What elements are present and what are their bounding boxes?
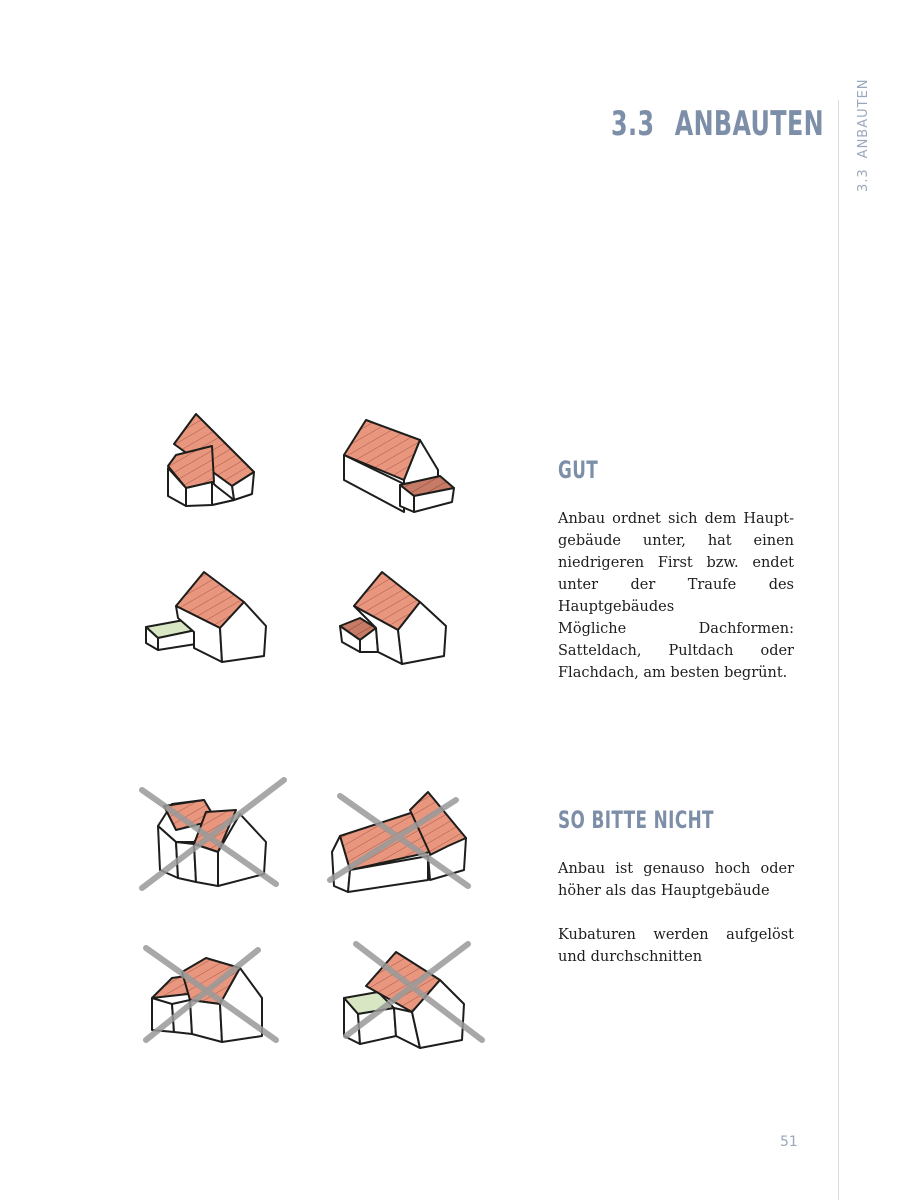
page-number: 51	[780, 1134, 798, 1150]
good-house-4	[340, 572, 446, 664]
side-tab-number: 3.3	[856, 168, 871, 192]
good-paragraph-1: Anbau ordnet sich dem Haupt-gebäude unter, hat einen niedrigeren First bzw. endet unter der Traufe des Hauptgebäudes	[558, 511, 794, 615]
chapter-number: 3.3	[611, 104, 655, 144]
good-house-1	[168, 414, 254, 506]
bad-house-4	[344, 952, 464, 1048]
bad-paragraph-2: Kubaturen werden aufgelöst und durchschnitten	[558, 927, 794, 965]
chapter-name: ANBAUTEN	[674, 104, 825, 144]
good-house-2	[344, 420, 454, 512]
bad-house-3	[152, 958, 262, 1042]
side-tab-title: ANBAUTEN	[856, 78, 871, 159]
good-paragraph-2: Mögliche Dachformen: Satteldach, Pultdach oder Flachdach, am besten begrünt.	[558, 621, 794, 681]
good-house-3	[146, 572, 266, 662]
bad-paragraph-1: Anbau ist genauso hoch oder höher als das Hauptgebäude	[558, 861, 794, 899]
bad-heading: SO BITTE NICHT	[558, 806, 714, 834]
good-heading: GUT	[558, 456, 599, 484]
